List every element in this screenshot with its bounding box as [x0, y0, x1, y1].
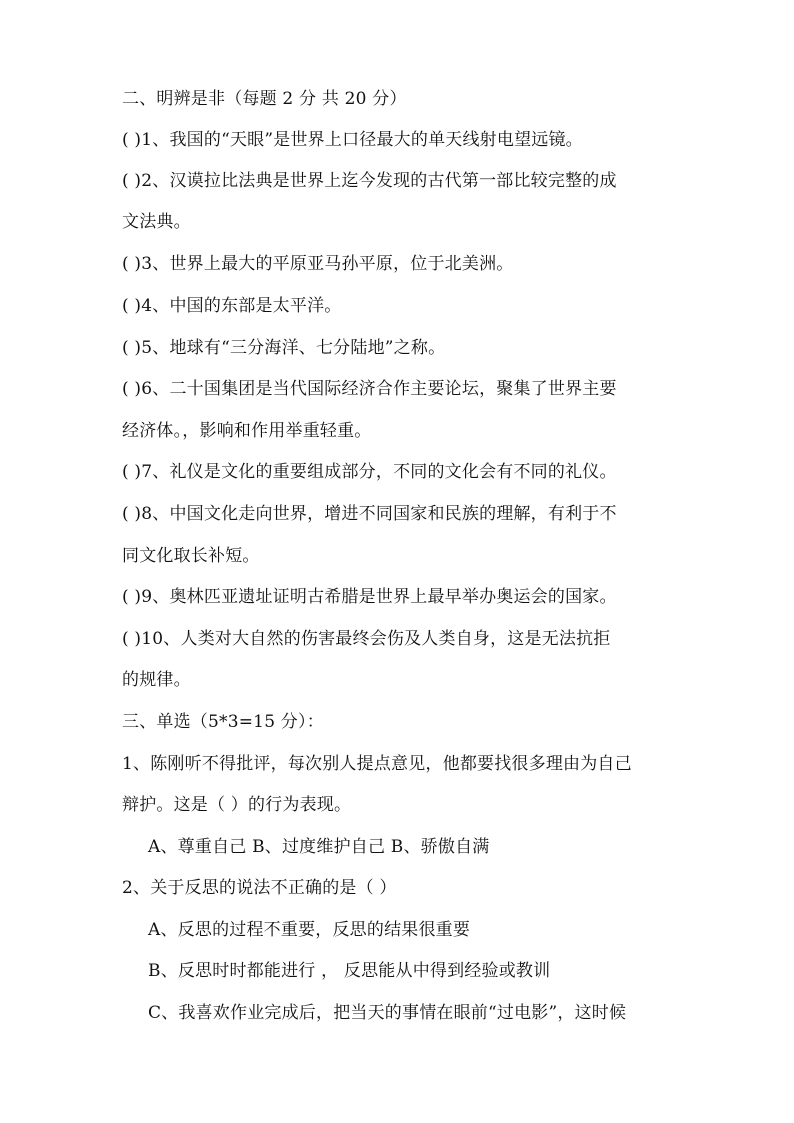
choice-q2-stem: 2、关于反思的说法不正确的是（ ）: [122, 878, 397, 898]
judgement-item-10-continued: 的规律。: [122, 670, 191, 690]
judgement-item-10: ( )10、人类对大自然的伤害最终会伤及人类自身，这是无法抗拒: [122, 629, 611, 649]
choice-q2-option-c: C、我喜欢作业完成后，把当天的事情在眼前“过电影”，这时候: [148, 1003, 627, 1023]
section-2-heading: 二、明辨是非（每题 2 分 共 20 分）: [122, 89, 407, 109]
choice-q2-option-b: B、反思时时都能进行 ， 反思能从中得到经验或教训: [148, 961, 551, 981]
judgement-item-8: ( )8、中国文化走向世界，增进不同国家和民族的理解，有利于不: [122, 504, 617, 524]
judgement-item-2-continued: 文法典。: [122, 212, 191, 232]
judgement-item-6-continued: 经济体。，影响和作用举重轻重。: [122, 421, 372, 441]
judgement-item-7: ( )7、礼仪是文化的重要组成部分，不同的文化会有不同的礼仪。: [122, 462, 617, 482]
judgement-item-8-continued: 同文化取长补短。: [122, 546, 260, 566]
choice-q1-options: A、尊重自己 B、过度维护自己 B、骄傲自满: [148, 837, 490, 857]
section-3-heading: 三、单选（5*3=15 分）：: [122, 712, 324, 732]
judgement-item-2: ( )2、汉谟拉比法典是世界上迄今发现的古代第一部比较完整的成: [122, 171, 617, 191]
choice-q2-option-a: A、反思的过程不重要，反思的结果很重要: [148, 920, 471, 940]
choice-q1-stem-continued: 辩护。这是（ ）的行为表现。: [122, 795, 352, 815]
judgement-item-1: ( )1、我国的“天眼”是世界上口径最大的单天线射电望远镜。: [122, 130, 583, 150]
judgement-item-6: ( )6、二十国集团是当代国际经济合作主要论坛，聚集了世界主要: [122, 379, 617, 399]
choice-q1-stem: 1、陈刚听不得批评，每次别人提点意见，他都要找很多理由为自己: [122, 754, 632, 774]
judgement-item-3: ( )3、世界上最大的平原亚马孙平原，位于北美洲。: [122, 254, 514, 274]
judgement-item-4: ( )4、中国的东部是太平洋。: [122, 296, 342, 316]
judgement-item-5: ( )5、地球有“三分海洋、七分陆地”之称。: [122, 338, 446, 358]
judgement-item-9: ( )9、奥林匹亚遗址证明古希腊是世界上最早举办奥运会的国家。: [122, 587, 617, 607]
